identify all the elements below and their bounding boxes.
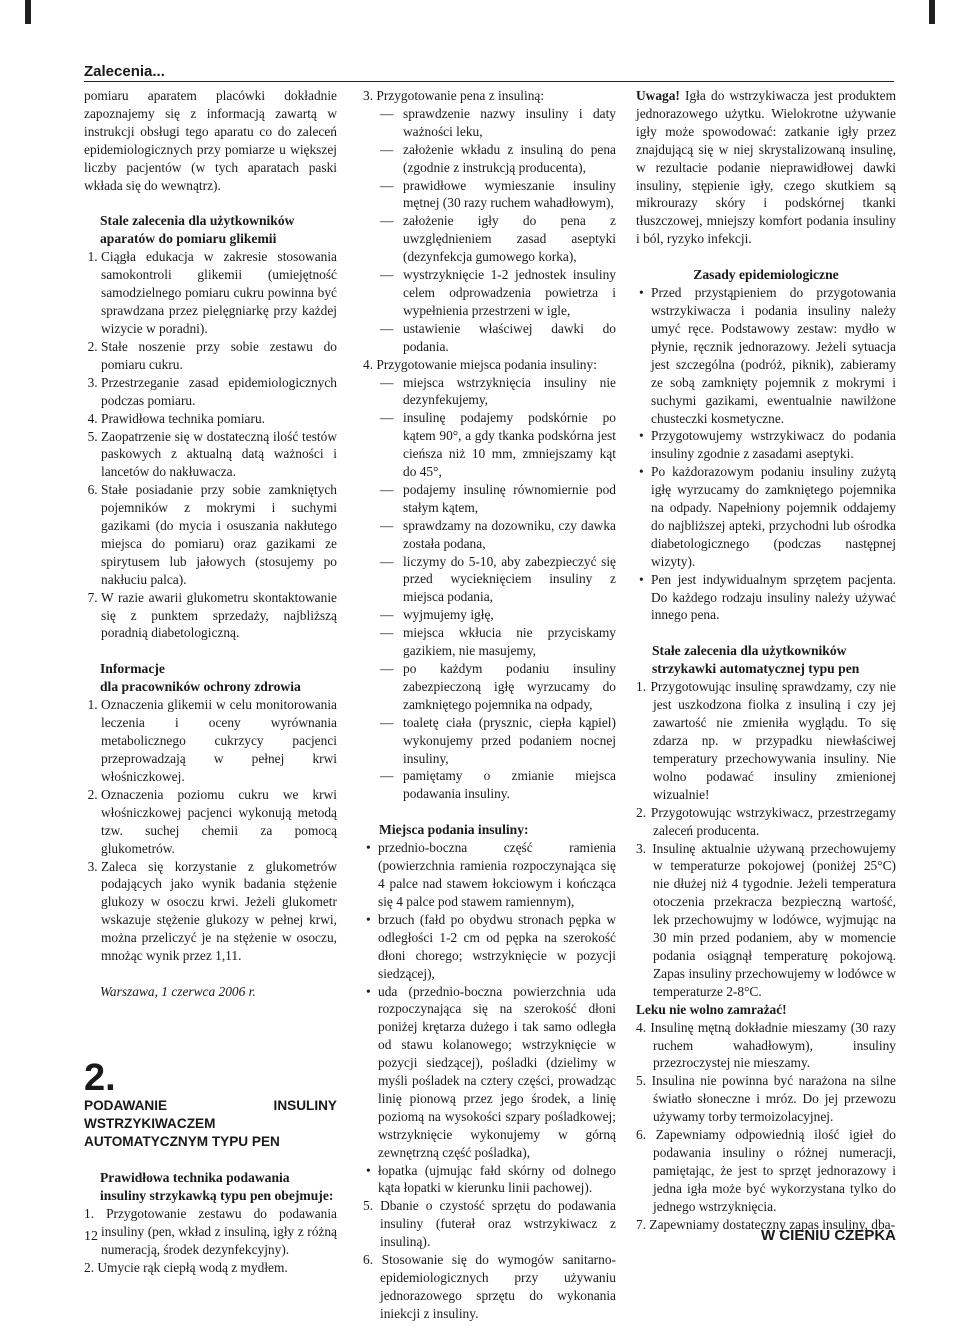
list-item: — wystrzyknięcie 1-2 jednostek insuliny celem odprowadzenia powietrza i wypełnienia przestrzeni w igle, xyxy=(403,266,616,320)
step4-title: 4. Przygotowanie miejsca podania insuliny: xyxy=(363,356,597,372)
warning-label: Uwaga! xyxy=(636,88,680,103)
header-rule xyxy=(84,81,894,82)
sites-list xyxy=(363,839,616,1197)
warning-text: Igła do wstrzykiwacza jest produktem jednorazowego użytku. Wielokrotne używanie igły może spowodować: zatkanie igły przez znajdującą się w niej skrystalizowaną insulinę, w rezultacie podanie nieprawidłowej dawki insuliny, stępienie igły, czego skutkiem są mikrourazy skóry i podskórnej tkanki tłuszczowej, mniejszy komfort podania insuliny i ból, ryzyko infekcji. xyxy=(636,88,896,247)
pen-item-4: 4. Insulinę mętną dokładnie mieszamy (30 razy ruchem wahadłowym), insuliny przezroczystej nie mieszamy. xyxy=(636,1019,896,1071)
pen-item-6: 6. Zapewniamy odpowiednią ilość igieł do podawania insuliny o różnej numeracji, pamiętając, że jest to sprzęt jednorazowy i jedna igła może być wykorzystana tylko do jednego wstrzyknięcia. xyxy=(636,1127,896,1214)
column-2 xyxy=(363,87,616,1323)
list-item: — insulinę podajemy podskórnie po kątem 90°, a gdy tkanka podskórna jest cieńsza niż 10 mm, zmniejszamy kąt do 45°, xyxy=(403,409,616,481)
pen-item-5: 5. Insulina nie powinna być narażona na silne światło słoneczne i mróz. Do jej przewozu używamy torby termoizolacyjnej. xyxy=(636,1073,896,1125)
list-item: 4. Prawidłowa technika pomiaru. xyxy=(101,410,337,428)
list-item: • przednio-boczna część ramienia (powierzchnia ramienia rozpoczynająca się 4 palce nad stawem łokciowym i kończąca się 4 palce pod stawem ramiennym), xyxy=(378,839,616,911)
intro-paragraph: pomiaru aparatem placówki dokładnie zapoznajemy się z informacją zawartą w instrukcji obsługi tego aparatu co do zaleceń epidemiologicznych przy pomiarze u większej liczby pacjentów (w tych aparatach paski wkłada się do wewnątrz). xyxy=(84,88,337,193)
list-item: — wyjmujemy igłę, xyxy=(403,606,616,624)
list-item: — ustawienie właściwej dawki do podania. xyxy=(403,320,616,356)
list-item: — podajemy insulinę równomiernie pod stałym kątem, xyxy=(403,481,616,517)
epidemiology-heading: Zasady epidemiologiczne xyxy=(693,267,839,283)
users-list xyxy=(84,248,337,642)
crop-mark-right xyxy=(929,0,935,24)
list-item: — po każdym podaniu insuliny zabezpieczoną igłę wyrzucamy do zamkniętego pojemnika na odpady, xyxy=(403,660,616,714)
info-heading-line1: Informacje xyxy=(100,661,165,677)
technique-item-2: 2. Umycie rąk ciepłą wodą z mydłem. xyxy=(84,1259,288,1275)
step3-list xyxy=(363,105,616,356)
no-freeze-note: Leku nie wolno zamrażać! xyxy=(636,1001,787,1017)
list-item: — sprawdzamy na dozowniku, czy dawka została podana, xyxy=(403,517,616,553)
list-item: • brzuch (fałd po obydwu stronach pępka w odległości 1-2 cm od pępka na szerokość dłoni chorego; wstrzyknięcie w pozycji siedzącej), xyxy=(378,911,616,983)
list-item: 7. W razie awarii glukometru skontaktowanie się z punktem sprzedaży, najbliższą poradnią diabetologiczną. xyxy=(101,589,337,643)
column-3 xyxy=(636,87,896,1233)
crop-mark-left xyxy=(25,0,31,24)
section-title: PODAWANIE INSULINY WSTRZYKIWACZEM AUTOMATYCZNYM TYPU PEN xyxy=(84,1097,337,1149)
list-item: • Pen jest indywidualnym sprzętem pacjenta. Do każdego rodzaju insuliny należy używać innego pena. xyxy=(651,571,896,625)
pen-heading-line2: strzykawki automatycznej typu pen xyxy=(652,661,860,677)
list-item: 1. Ciągła edukacja w zakresie stosowania samokontroli glikemii (umiejętność samodzielnego pomiaru cukru powinna być sprawdzana przez pielęgniarkę przy każdej wizycie w poradni). xyxy=(101,248,337,338)
list-item: — założenie igły do pena z uwzględnieniem zasad aseptyki (dezynfekcja gumowego korka), xyxy=(403,212,616,266)
publication-name: W CIENIU CZEPKA xyxy=(761,1227,896,1244)
warning-paragraph xyxy=(636,87,896,248)
info-list xyxy=(84,696,337,965)
step4-list xyxy=(363,374,616,804)
list-item: — pamiętamy o zmianie miejsca podawania insuliny. xyxy=(403,767,616,803)
pen-item-3: 3. Insulinę aktualnie używaną przechowujemy w temperaturze pokojowej (poniżej 25°C) nie dłużej niż 4 tygodnie. Jeżeli temperatura otoczenia przekracza bezpieczną wartość, lek przechowujmy w lodówce, wyjmując na 30 min przed podaniem, aby w momencie podania osiągnął temperaturę pokojową. Zapas insuliny przechowujemy w lodówce w temperaturze 2-8°C. xyxy=(636,840,896,999)
list-item: • łopatka (ujmując fałd skórny od dolnego kąta łopatki w kierunku linii pachowej). xyxy=(378,1162,616,1198)
list-item: 5. Zaopatrzenie się w dostateczną ilość testów paskowych z aktualną datą ważności i lancetów do nakłuwacza. xyxy=(101,428,337,482)
list-item: • Przed przystąpieniem do przygotowania wstrzykiwacza i podania insuliny należy umyć ręce. Podstawowy zestaw: mydło w płynie, ręcznik jednorazowy. Jeżeli sytuacja jest szczególna (podróż, piknik), zabieramy ze sobą zamknięty pojemnik z mokrymi i suchymi gazikami, ewentualnie nawilżone chusteczki kosmetyczne. xyxy=(651,284,896,427)
list-item: 2. Oznaczenia poziomu cukru we krwi włośniczkowej pacjenci wykonują metodą tzw. suchej chemii za pomocą glukometrów. xyxy=(101,786,337,858)
step3-title: 3. Przygotowanie pena z insuliną: xyxy=(363,88,545,103)
list-item: • uda (przednio-boczna powierzchnia uda rozpoczynająca się na szerokość dłoni poniżej krętarza dużego i tak samo odległa od stawu kolanowego; wstrzyknięcie w pozycji siedzącej), pośladki (dzielimy w myśli pośladek na cztery części, prowadząc linię pionową przez jego środek, a linię poziomą na wysokości szpary pośladkowej; wstrzyknięcie wykonujemy w górną zewnętrzną część pośladka), xyxy=(378,983,616,1162)
technique-heading: Prawidłowa technika podawania insuliny strzykawką typu pen obejmuje: xyxy=(100,1169,334,1203)
pen-item-7: 7. Zapewniamy dostateczny zapas insuliny, dba- xyxy=(636,1216,896,1232)
list-item: 1. Oznaczenia glikemii w celu monitorowania leczenia i oceny wyrównania metabolicznego cukrzycy pacjenci przeprowadzają w pełnej krwi włośniczkowej. xyxy=(101,696,337,786)
list-item: 6. Stałe posiadanie przy sobie zamkniętych pojemników z mokrymi i suchymi gazikami (do mycia i osuszania nakłutego miejsca do pomiaru) oraz gazikami ze spirytusem lub jałowych (stosujemy po nakłuciu palca). xyxy=(101,481,337,588)
technique-item-1: 1. Przygotowanie zestawu do podawania insuliny (pen, wkład z insuliną, igły z różną numeracją, środek dezynfekcyjny). xyxy=(84,1205,337,1257)
list-item: 3. Przestrzeganie zasad epidemiologicznych podczas pomiaru. xyxy=(101,374,337,410)
signature-date: Warszawa, 1 czerwca 2006 r. xyxy=(100,983,256,999)
list-item: • Przygotowujemy wstrzykiwacz do podania insuliny zgodnie z zasadami aseptyki. xyxy=(651,427,896,463)
info-heading-line2: dla pracowników ochrony zdrowia xyxy=(100,679,301,695)
running-title: Zalecenia... xyxy=(84,63,165,80)
pen-item-1: 1. Przygotowując insulinę sprawdzamy, czy nie jest uszkodzona fiolka z insuliną i czy jej zawartość nie zmieniła wyglądu. To się zdarza np. w przypadku niewłaściwej temperatury przechowywania insuliny. Nie wolno podawać insuliny zmienionej wizualnie! xyxy=(636,679,896,802)
epidemiology-list xyxy=(636,284,896,624)
list-item: • Po każdorazowym podaniu insuliny zużytą igłę wyrzucamy do zamkniętego pojemnika na odpady. Napełniony pojemnik oddajemy do najbliższej apteki, przychodni lub ośrodka diabetologicznego (podczas następnej wizyty). xyxy=(651,463,896,570)
pen-heading-line1: Stałe zalecenia dla użytkowników xyxy=(652,643,847,659)
list-item: — założenie wkładu z insuliną do pena (zgodnie z instrukcją producenta), xyxy=(403,141,616,177)
page-number: 12 xyxy=(84,1229,98,1244)
list-item: — liczymy do 5-10, aby zabezpieczyć się przed wycieknięciem insuliny z miejsca podania, xyxy=(403,553,616,607)
list-item: — sprawdzenie nazwy insuliny i daty ważności leku, xyxy=(403,105,616,141)
list-item: — toaletę ciała (prysznic, ciepła kąpiel) wykonujemy przed podaniem nocnej insuliny, xyxy=(403,714,616,768)
list-item: 3. Zaleca się korzystanie z glukometrów podających jako wynik badania stężenie glukozy w osoczu krwi. Jeżeli glukometr wskazuje stężenie glukozy w pełnej krwi, można przeliczyć je na stężenie w osoczu, mnożąc wynik przez 1,11. xyxy=(101,858,337,965)
list-item: — miejsca wstrzyknięcia insuliny nie dezynfekujemy, xyxy=(403,374,616,410)
column-1 xyxy=(84,87,337,1277)
list-item: — miejsca wkłucia nie przyciskamy gazikiem, nie masujemy, xyxy=(403,624,616,660)
step6: 6. Stosowanie się do wymogów sanitarno-epidemiologicznych przy używaniu jednorazowego sprzętu do wykonania iniekcji z insuliny. xyxy=(363,1252,616,1321)
list-item: — prawidłowe wymieszanie insuliny mętnej (30 razy ruchem wahadłowym), xyxy=(403,177,616,213)
users-heading: Stale zalecenia dla użytkowników aparatów do pomiaru glikemii xyxy=(100,213,295,247)
step5: 5. Dbanie o czystość sprzętu do podawania insuliny (futerał oraz wstrzykiwacz z insuliną). xyxy=(363,1198,616,1250)
pen-item-2: 2. Przygotowując wstrzykiwacz, przestrzegamy zaleceń producenta. xyxy=(636,804,896,838)
section-number: 2. xyxy=(84,1056,116,1099)
list-item: 2. Stałe noszenie przy sobie zestawu do pomiaru cukru. xyxy=(101,338,337,374)
sites-heading: Miejsca podania insuliny: xyxy=(379,822,529,838)
